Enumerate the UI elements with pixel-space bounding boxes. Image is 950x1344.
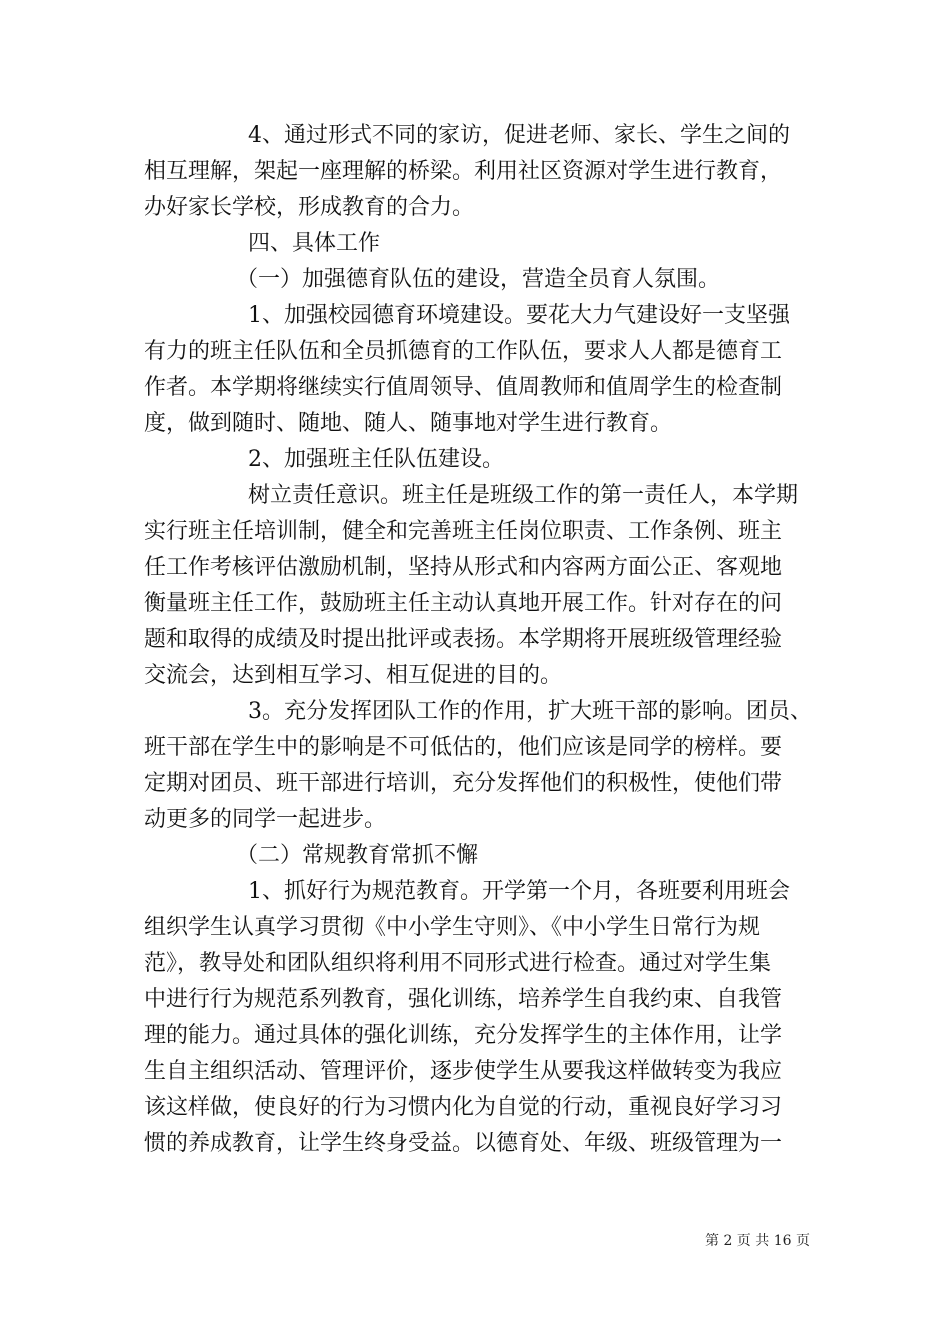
paragraph-line: 定期对团员、班干部进行培训，充分发挥他们的积极性，使他们带 (144, 771, 783, 796)
paragraph-line: 1、加强校园德育环境建设。要花大力气建设好一支坚强 (248, 303, 790, 328)
paragraph-line: 生自主组织活动、管理评价，逐步使学生从要我这样做转变为我应 (144, 1059, 783, 1084)
paragraph-line: 交流会，达到相互学习、相互促进的目的。 (144, 663, 563, 688)
paragraph-line: 中进行行为规范系列教育，强化训练，培养学生自我约束、自我管 (144, 987, 783, 1012)
paragraph-line: 班干部在学生中的影响是不可低估的，他们应该是同学的榜样。要 (144, 735, 783, 760)
paragraph-line: 该这样做，使良好的行为习惯内化为自觉的行动，重视良好学习习 (144, 1095, 783, 1120)
paragraph-line: 有力的班主任队伍和全员抓德育的工作队伍，要求人人都是德育工 (144, 339, 783, 364)
subsection-heading: （一）加强德育队伍的建设，营造全员育人氛围。 (236, 267, 721, 292)
paragraph-line: 度，做到随时、随地、随人、随事地对学生进行教育。 (144, 411, 673, 436)
page-number: 第 2 页 共 16 页 (705, 1233, 810, 1249)
paragraph-line: 题和取得的成绩及时提出批评或表扬。本学期将开展班级管理经验 (144, 627, 783, 652)
section-heading: 四、具体工作 (248, 231, 381, 256)
paragraph-line: 2、加强班主任队伍建设。 (248, 447, 504, 472)
paragraph-line: 任工作考核评估激励机制，坚持从形式和内容两方面公正、客观地 (144, 555, 783, 580)
paragraph-line: 4、通过形式不同的家访，促进老师、家长、学生之间的 (248, 123, 790, 148)
paragraph-line: 理的能力。通过具体的强化训练，充分发挥学生的主体作用，让学 (144, 1023, 783, 1048)
paragraph-line: 作者。本学期将继续实行值周领导、值周教师和值周学生的检查制 (144, 375, 783, 400)
subsection-heading: （二）常规教育常抓不懈 (236, 843, 479, 868)
paragraph-line: 衡量班主任工作，鼓励班主任主动认真地开展工作。针对存在的问 (144, 591, 783, 616)
paragraph-line: 1、抓好行为规范教育。开学第一个月，各班要利用班会 (248, 879, 790, 904)
paragraph-line: 实行班主任培训制，健全和完善班主任岗位职责、工作条例、班主 (144, 519, 783, 544)
paragraph-line: 相互理解，架起一座理解的桥梁。利用社区资源对学生进行教育， (144, 159, 783, 184)
paragraph-line: 3。充分发挥团队工作的作用，扩大班干部的影响。团员、 (248, 699, 812, 724)
paragraph-line: 惯的养成教育，让学生终身受益。以德育处、年级、班级管理为一 (144, 1131, 783, 1156)
paragraph-line: 动更多的同学一起进步。 (144, 807, 387, 832)
paragraph-line: 范》，教导处和团队组织将利用不同形式进行检查。通过对学生集 (144, 951, 772, 976)
paragraph-line: 办好家长学校，形成教育的合力。 (144, 195, 475, 220)
paragraph-line: 树立责任意识。班主任是班级工作的第一责任人，本学期 (248, 483, 799, 508)
paragraph-line: 组织学生认真学习贯彻《中小学生守则》、《中小学生日常行为规 (144, 915, 761, 940)
